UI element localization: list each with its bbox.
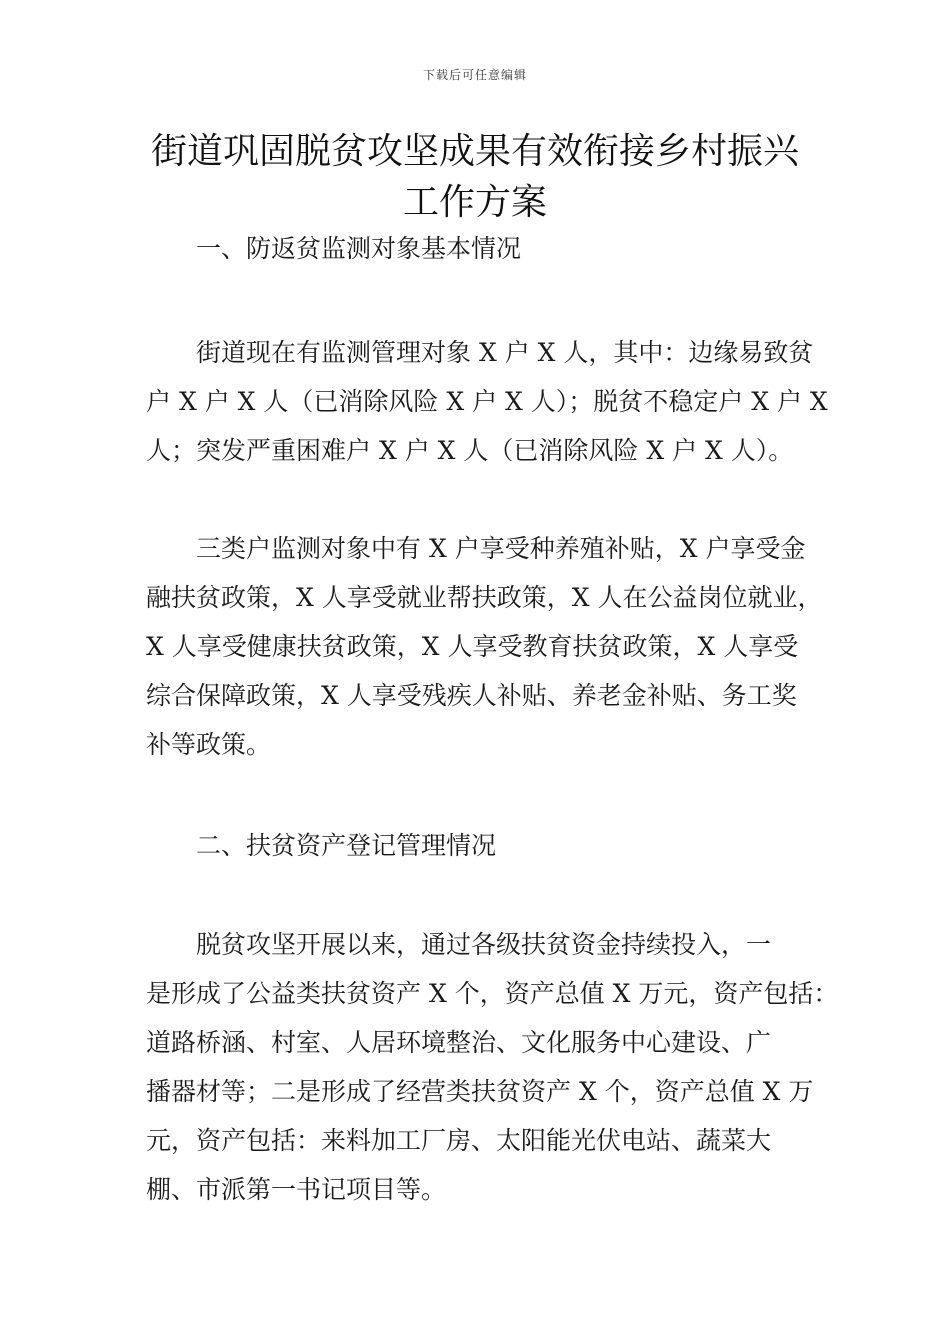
paragraph-line: 播器材等；二是形成了经营类扶贫资产 X 个，资产总值 X 万	[146, 1077, 814, 1106]
header-note: 下载后可任意编辑	[422, 68, 527, 82]
paragraph-line: 三类户监测对象中有 X 户享受种养殖补贴，X 户享受金	[196, 534, 806, 563]
title-line-1: 街道巩固脱贫攻坚成果有效衔接乡村振兴	[150, 131, 799, 172]
paragraph-line: 脱贫攻坚开展以来，通过各级扶贫资金持续投入，一	[196, 930, 772, 959]
document-title	[120, 126, 830, 228]
paragraph-line: 综合保障政策，X 人享受残疾人补贴、养老金补贴、务工奖	[146, 681, 797, 710]
paragraph-line: 补等政策。	[146, 730, 272, 759]
paragraph-line: 元，资产包括：来料加工厂房、太阳能光伏电站、蔬菜大	[146, 1126, 772, 1155]
paragraph-line: 融扶贫政策，X 人享受就业帮扶政策，X 人在公益岗位就业，	[146, 583, 823, 612]
paragraph-line: 人；突发严重困难户 X 户 X 人（已消除风险 X 户 X 人）。	[146, 436, 794, 465]
paragraph-line: 街道现在有监测管理对象 X 户 X 人，其中：边缘易致贫	[196, 338, 814, 367]
paragraph-line: 户 X 户 X 人（已消除风险 X 户 X 人）；脱贫不稳定户 X 户 X	[146, 387, 828, 416]
section-1-paragraph-1	[146, 328, 836, 475]
paragraph-line: 道路桥涵、村室、人居环境整治、文化服务中心建设、广	[146, 1028, 772, 1057]
paragraph-line: 棚、市派第一书记项目等。	[146, 1175, 447, 1204]
section-1-heading: 一、防返贫监测对象基本情况	[196, 234, 522, 263]
title-line-2: 工作方案	[402, 182, 547, 223]
section-1-paragraph-2	[146, 524, 836, 769]
paragraph-line: 是形成了公益类扶贫资产 X 个，资产总值 X 万元，资产包括：	[146, 979, 839, 1008]
section-2-paragraph-1	[146, 920, 839, 1214]
paragraph-line: X 人享受健康扶贫政策，X 人享受教育扶贫政策，X 人享受	[146, 632, 799, 661]
section-2-heading: 二、扶贫资产登记管理情况	[196, 831, 497, 860]
